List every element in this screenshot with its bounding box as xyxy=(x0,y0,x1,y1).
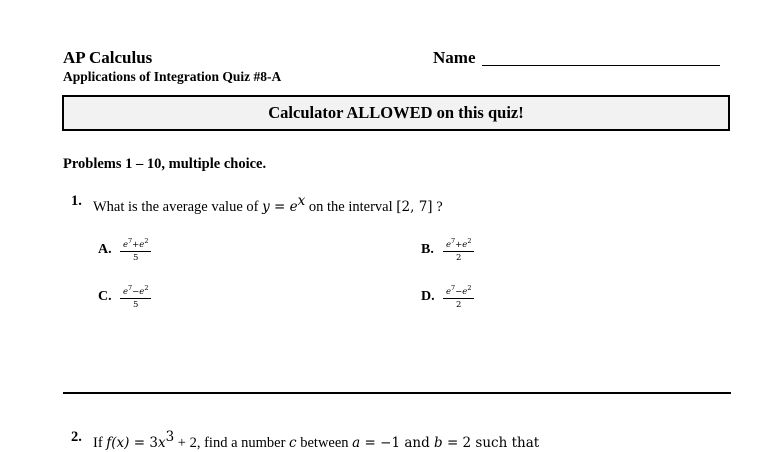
section-heading: Problems 1 – 10, multiple choice. xyxy=(63,156,267,172)
choice-letter: B. xyxy=(421,241,434,257)
q1-math-lhs: y xyxy=(262,198,270,215)
course-title: AP Calculus xyxy=(63,48,153,67)
calculator-banner xyxy=(62,95,730,131)
choice-letter: A. xyxy=(98,241,112,257)
q1-text-before: What is the average value of xyxy=(93,198,259,215)
q1-interval: [2, 7] xyxy=(396,198,433,215)
name-blank-line xyxy=(482,65,720,66)
choice-c[interactable] xyxy=(98,284,151,310)
choice-a[interactable] xyxy=(98,237,151,263)
q1-text-middle: on the interval xyxy=(305,198,397,215)
choice-b[interactable] xyxy=(421,237,474,263)
choice-c-fraction: $\frac{e^7-e^2}{5}$ xyxy=(120,284,151,310)
choice-letter: C. xyxy=(98,288,112,304)
q1-math-eq: = xyxy=(269,198,290,215)
name-label: Name xyxy=(433,48,476,67)
choice-b-fraction: $\frac{e^7+e^2}{2}$ xyxy=(443,237,474,263)
question-divider xyxy=(63,392,731,394)
choice-d-fraction: $\frac{e^7-e^2}{2}$ xyxy=(443,284,474,310)
choice-d[interactable] xyxy=(421,284,474,310)
q1-math-exp: x xyxy=(297,193,306,209)
q1-text-after: ? xyxy=(432,198,443,215)
banner-text: Calculator ALLOWED on this quiz! xyxy=(268,103,524,122)
quiz-title: Applications of Integration Quiz #8-A xyxy=(63,69,282,84)
question-1-number: 1. xyxy=(71,193,82,209)
choice-a-fraction: $\frac{e^7+e^2}{5}$ xyxy=(120,237,151,263)
choice-letter: D. xyxy=(421,288,435,304)
question-1-text xyxy=(93,193,443,216)
q1-math-base: e xyxy=(289,198,298,215)
question-2-text: If $f(x) = 3x^3 + 2$, find a number c between a = −1 and b = 2 such that xyxy=(93,429,540,451)
question-2-number: 2. xyxy=(71,429,82,445)
